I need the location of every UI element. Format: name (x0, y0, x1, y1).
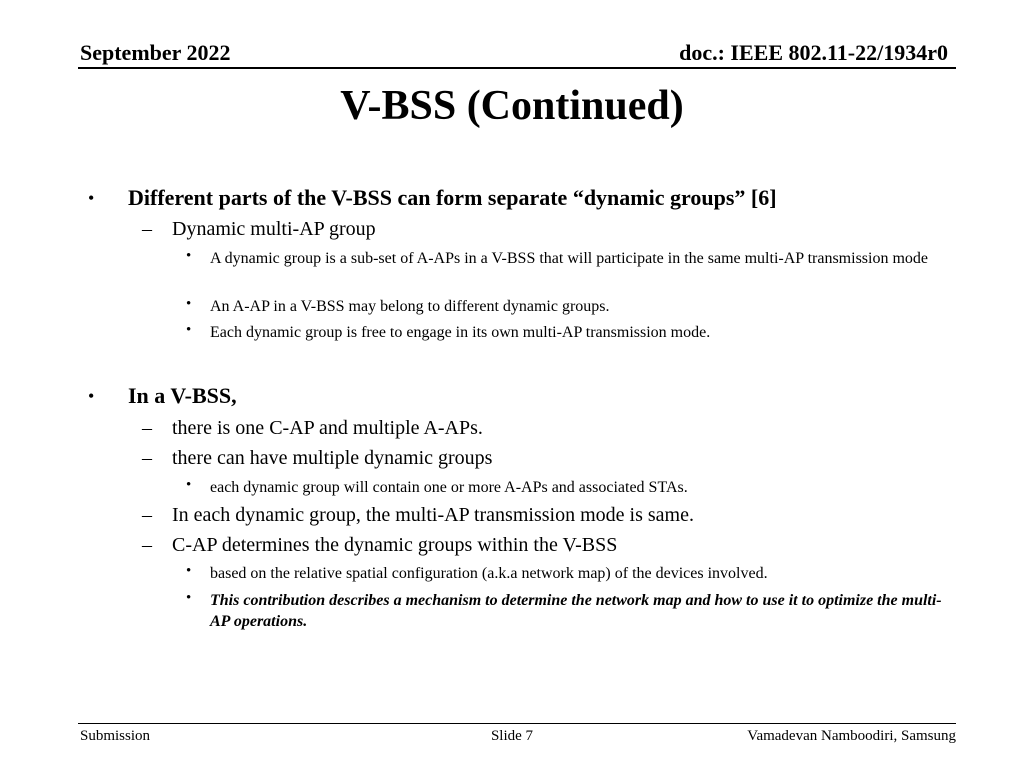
bullet-level3: An A-AP in a V-BSS may belong to different dynamic groups. (210, 298, 610, 315)
bullet-level3-emphasis: This contribution describes a mechanism to determine the network map and how to use it to optimize the multi-AP operations. (210, 592, 942, 630)
bullet-icon: • (186, 590, 192, 606)
bullet-icon: • (88, 386, 95, 406)
bullet-level3: each dynamic group will contain one or more A-APs and associated STAs. (210, 479, 688, 496)
bullet-icon: • (186, 322, 192, 338)
bullet-level2: In each dynamic group, the multi-AP transmission mode is same. (172, 504, 694, 526)
footer-submission: Submission (80, 728, 151, 744)
bullet-level2: there is one C-AP and multiple A-APs. (172, 417, 483, 439)
bullet-level1: In a V-BSS, (128, 383, 237, 408)
bullet-icon: • (186, 563, 192, 579)
bullet-level3: based on the relative spatial configuration (a.k.a network map) of the devices involved. (210, 565, 768, 582)
bullet-level1: Different parts of the V-BSS can form separate “dynamic groups” [6] (128, 185, 777, 210)
bullet-level2: C-AP determines the dynamic groups within the V-BSS (172, 534, 618, 556)
header-divider (78, 67, 956, 69)
dash-icon: – (142, 417, 152, 439)
bullet-level2: there can have multiple dynamic groups (172, 447, 493, 469)
bullet-icon: • (186, 248, 192, 264)
bullet-level3: Each dynamic group is free to engage in its own multi-AP transmission mode. (210, 324, 711, 341)
dash-icon: – (142, 534, 152, 556)
header-doc-id: doc.: IEEE 802.11-22/1934r0 (679, 40, 948, 65)
footer-author: Vamadevan Namboodiri, Samsung (747, 728, 956, 744)
dash-icon: – (142, 447, 152, 469)
footer-slide-number: Slide 7 (490, 728, 534, 744)
dash-icon: – (142, 218, 152, 240)
bullet-level3: A dynamic group is a sub-set of A-APs in a V-BSS that will participate in the same multi-AP transmission mode (210, 250, 929, 267)
bullet-level2: Dynamic multi-AP group (172, 218, 376, 240)
slide-title: V-BSS (Continued) (340, 83, 684, 129)
bullet-icon: • (186, 477, 192, 493)
footer-divider (78, 723, 956, 724)
bullet-icon: • (186, 296, 192, 312)
dash-icon: – (142, 504, 152, 526)
header-date: September 2022 (80, 40, 231, 65)
bullet-icon: • (88, 188, 95, 208)
